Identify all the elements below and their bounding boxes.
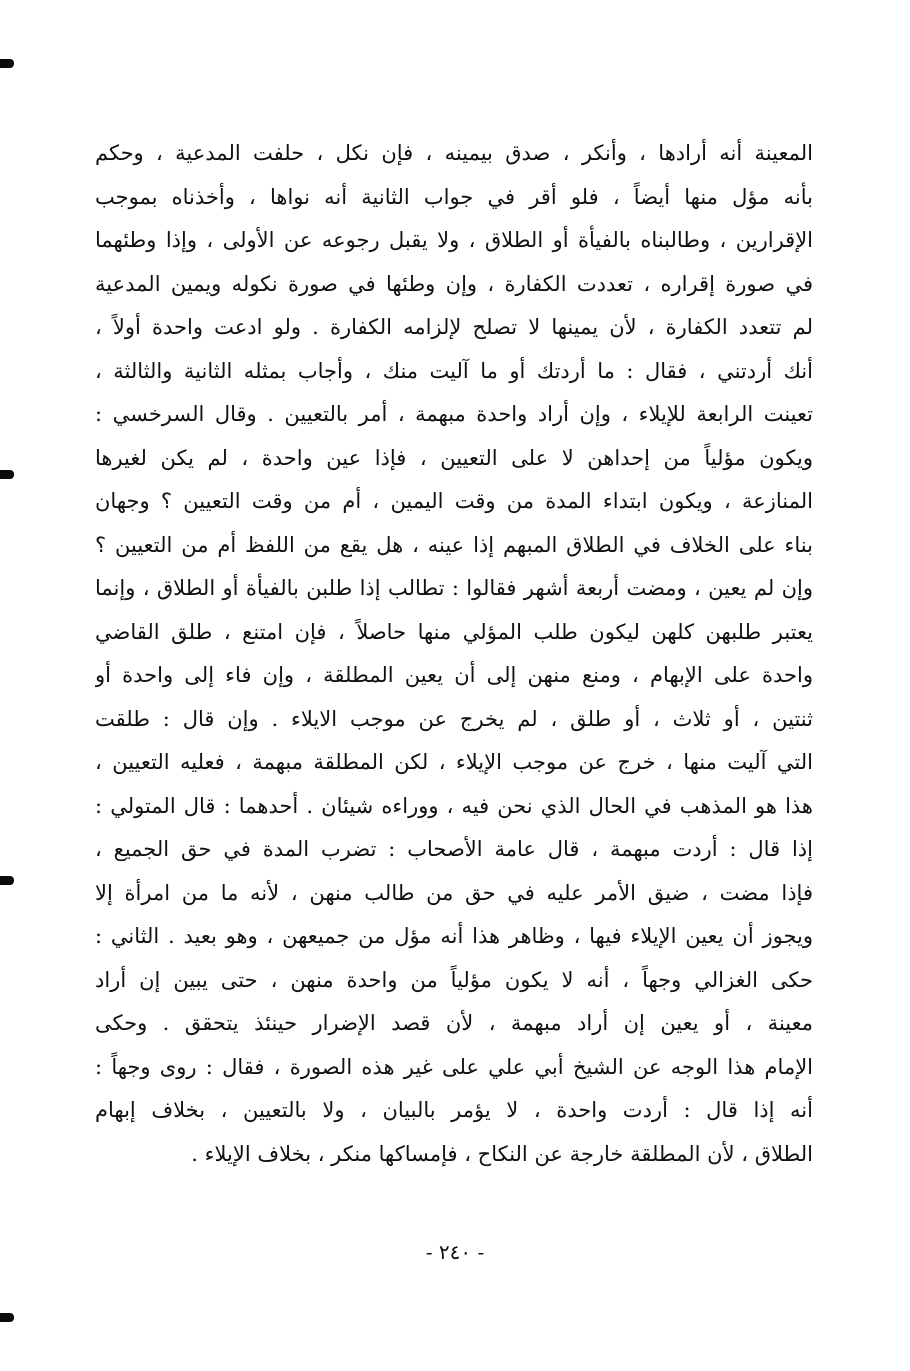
text-line: إذا قال : أردت مبهمة ، قال عامة الأصحاب : تضرب المدة في حق الجميع ، xyxy=(95,837,813,861)
text-line: الطلاق ، لأن المطلقة خارجة عن النكاح ، فإمساكها منكر ، بخلاف الإيلاء . xyxy=(191,1141,813,1166)
text-line: بأنه مؤل منها أيضاً ، فلو أقر في جواب الثانية أنه نواها ، وأخذناه بموجب xyxy=(95,184,813,209)
binding-edge-mark xyxy=(0,59,14,68)
text-line: المنازعة ، ويكون ابتداء المدة من وقت اليمين ، أم من وقت التعيين ؟ وجهان xyxy=(95,489,813,513)
text-line: معينة ، أو يعين إن أراد مبهمة ، لأن قصد الإضرار حينئذ يتحقق . وحكى xyxy=(95,1011,813,1035)
body-text xyxy=(95,132,813,1176)
text-line: الإقرارين ، وطالبناه بالفيأة أو الطلاق ، ولا يقبل رجوعه عن الأولى ، وإذا وطئهما xyxy=(95,228,813,252)
text-line: الإمام هذا الوجه عن الشيخ أبي علي على غير هذه الصورة ، فقال : روى وجهاً : xyxy=(95,1054,813,1079)
binding-edge-mark xyxy=(0,470,14,479)
page-number: - ٢٤٠ - xyxy=(425,1240,485,1264)
binding-edge-mark xyxy=(0,1313,14,1322)
text-line: لم تتعدد الكفارة ، لأن يمينها لا تصلح لإلزامه الكفارة . ولو ادعت واحدة أولاً ، xyxy=(95,315,813,339)
text-line: تعينت الرابعة للإيلاء ، وإن أراد واحدة مبهمة ، أمر بالتعيين . وقال السرخسي : xyxy=(95,402,813,426)
text-line: واحدة على الإبهام ، ومنع منهن إلى أن يعين المطلقة ، وإن فاء إلى واحدة أو xyxy=(95,663,813,687)
text-line: ويجوز أن يعين الإيلاء فيها ، وظاهر هذا أنه مؤل من جميعهن ، وهو بعيد . الثاني : xyxy=(95,924,813,948)
text-line: وإن لم يعين ، ومضت أربعة أشهر فقالوا : تطالب إذا طلبن بالفيأة أو الطلاق ، وإنما xyxy=(95,576,813,600)
text-line: فإذا مضت ، ضيق الأمر عليه في حق من طالب منهن ، لأنه ما من امرأة إلا xyxy=(95,880,813,905)
text-line: ويكون مؤلياً من إحداهن لا على التعيين ، فإذا عين واحدة ، لم يكن لغيرها xyxy=(95,445,813,470)
binding-edge-mark xyxy=(0,876,14,885)
text-line: هذا هو المذهب في الحال الذي نحن فيه ، ووراءه شيئان . أحدهما : قال المتولي : xyxy=(95,793,813,818)
text-line: ثنتين ، أو ثلاث ، أو طلق ، لم يخرج عن موجب الايلاء . وإن قال : طلقت xyxy=(95,706,813,731)
text-line: بناء على الخلاف في الطلاق المبهم إذا عينه ، هل يقع من اللفظ أم من التعيين ؟ xyxy=(95,532,813,557)
text-line: في صورة إقراره ، تعددت الكفارة ، وإن وطئها في صورة نكوله ويمين المدعية xyxy=(95,271,813,296)
text-line: التي آليت منها ، خرج عن موجب الإيلاء ، لكن المطلقة مبهمة ، فعليه التعيين ، xyxy=(95,750,813,774)
text-line: المعينة أنه أرادها ، وأنكر ، صدق بيمينه ، فإن نكل ، حلفت المدعية ، وحكم xyxy=(95,141,813,165)
text-line: حكى الغزالي وجهاً ، أنه لا يكون مؤلياً من واحدة منهن ، حتى يبين إن أراد xyxy=(95,967,813,992)
text-line: يعتبر طلبهن كلهن ليكون طلب المؤلي منها حاصلاً ، فإن امتنع ، طلق القاضي xyxy=(95,619,813,644)
text-line: أنك أردتني ، فقال : ما أردتك أو ما آليت منك ، وأجاب بمثله الثانية والثالثة ، xyxy=(95,358,813,383)
text-line: أنه إذا قال : أردت واحدة ، لا يؤمر بالبيان ، ولا بالتعيين ، بخلاف إبهام xyxy=(95,1098,813,1122)
